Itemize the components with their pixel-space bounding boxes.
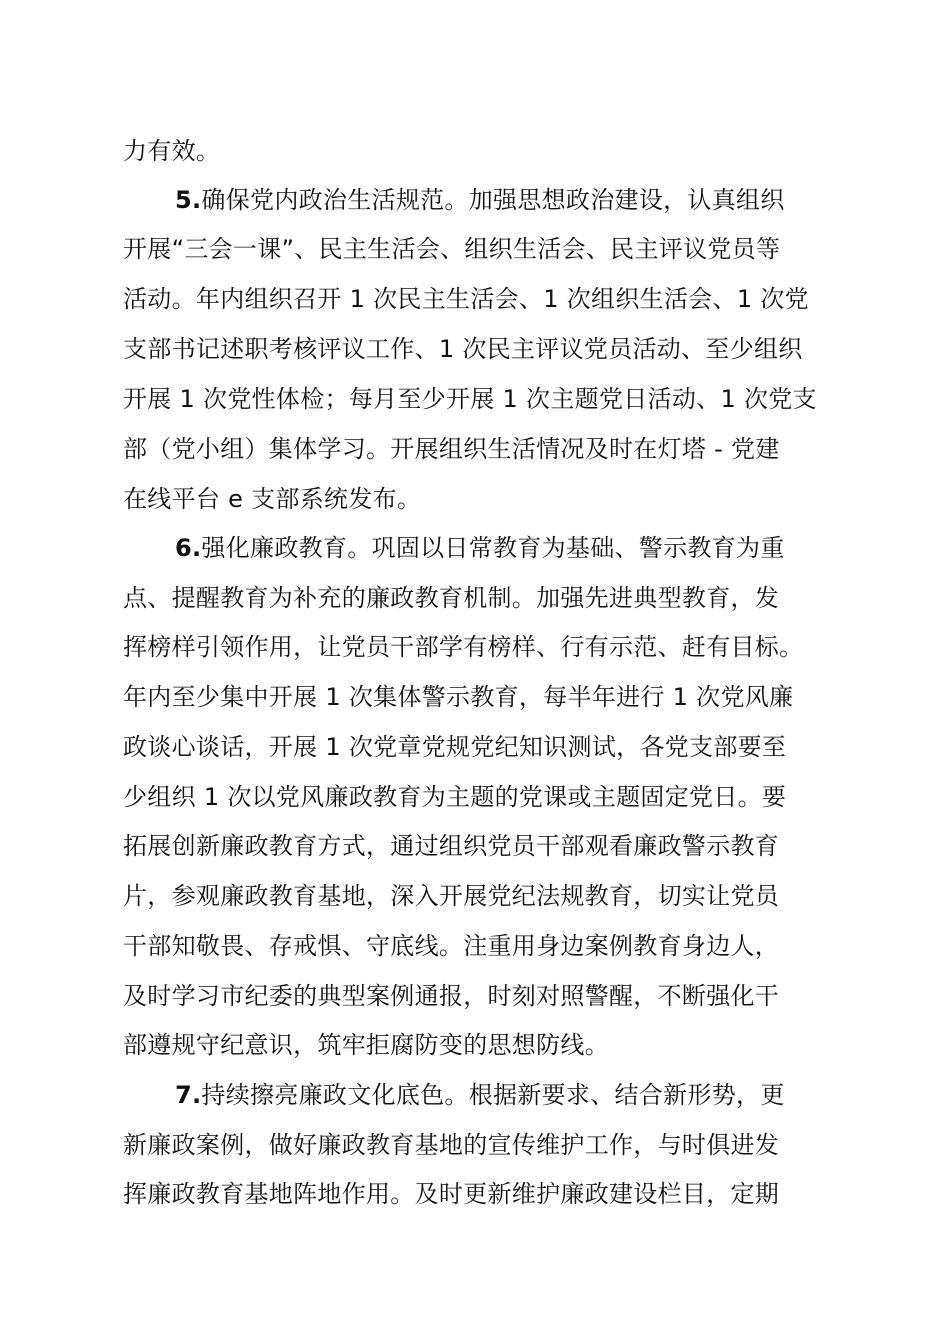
text-line-3: 开展“三会一课”、民主生活会、组织生活会、民主评议党员等: [123, 235, 781, 263]
text-line-16: 片，参观廉政教育基地，深入开展党纪法规教育，切实让党员: [123, 882, 780, 910]
text-line-1: 力有效。: [123, 137, 221, 165]
text-line-13: 政谈心谈话，开展 1 次党章党规党纪知识测试，各党支部要至: [123, 733, 787, 761]
text-line-7: 部（党小组）集体学习。开展组织生活情况及时在灯塔 - 党建: [123, 435, 780, 463]
text-line-19: 部遵规守纪意识，筑牢拒腐防变的思想防线。: [123, 1031, 609, 1059]
item-6-heading: [175, 533, 785, 563]
text-line-5: 支部书记述职考核评议工作、1 次民主评议党员活动、至少组织: [123, 335, 803, 363]
text-line-17: 干部知敬畏、存戒惧、守底线。注重用身边案例教育身边人，: [123, 932, 780, 960]
text-line-6: 开展 1 次党性体检；每月至少开展 1 次主题党日活动、1 次党支: [123, 385, 817, 413]
text-line-12: 年内至少集中开展 1 次集体警示教育，每半年进行 1 次党风廉: [123, 683, 794, 711]
text-line-21: 新廉政案例，做好廉政教育基地的宣传维护工作，与时俱进发: [123, 1131, 780, 1159]
text-line-14: 少组织 1 次以党风廉政教育为主题的党课或主题固定党日。要: [123, 783, 787, 811]
item-7-first-line: 持续擦亮廉政文化底色。根据新要求、结合新形势，更: [201, 1081, 785, 1109]
item-number-6: 6.: [175, 534, 202, 562]
item-5-first-line: 确保党内政治生活规范。加强思想政治建设，认真组织: [201, 186, 785, 214]
item-6-first-line: 强化廉政教育。巩固以日常教育为基础、警示教育为重: [201, 534, 785, 562]
item-number-5: 5.: [175, 186, 202, 214]
item-5-heading: [175, 185, 785, 215]
text-line-4: 活动。年内组织召开 1 次民主生活会、1 次组织生活会、1 次党: [123, 285, 809, 313]
item-number-7: 7.: [175, 1081, 202, 1109]
text-line-15: 拓展创新廉政教育方式，通过组织党员干部观看廉政警示教育: [123, 832, 780, 860]
text-line-10: 点、提醒教育为补充的廉政教育机制。加强先进典型教育，发: [123, 584, 780, 612]
text-line-22: 挥廉政教育基地阵地作用。及时更新维护廉政建设栏目，定期: [123, 1180, 780, 1208]
item-7-heading: [175, 1080, 785, 1110]
text-line-11: 挥榜样引领作用，让党员干部学有榜样、行有示范、赶有目标。: [123, 633, 804, 661]
text-line-8: 在线平台 e 支部系统发布。: [123, 485, 422, 513]
text-line-18: 及时学习市纪委的典型案例通报，时刻对照警醒，不断强化干: [123, 982, 780, 1010]
